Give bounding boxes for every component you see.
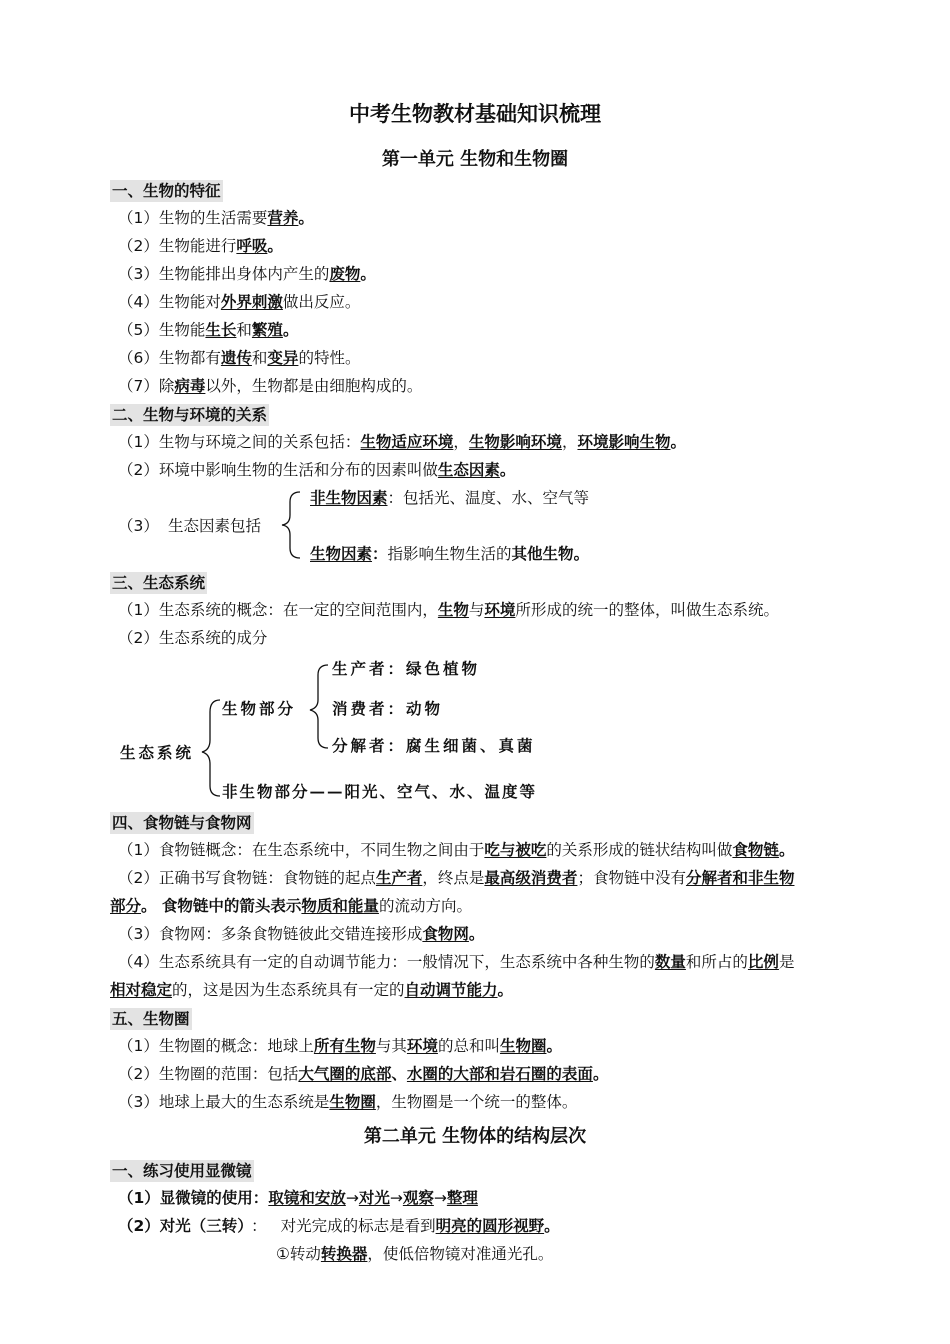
keyword: 取镜和安放 <box>268 1189 346 1207</box>
keyword: 呼吸 <box>236 237 268 255</box>
list-item: ①转动转换器，使低倍物镜对准通光孔。 <box>276 1245 554 1263</box>
keyword: 整理 <box>446 1189 478 1207</box>
keyword: 环境 <box>484 601 516 619</box>
keyword: 生态因素 <box>437 461 500 479</box>
keyword: 生物 <box>437 601 469 619</box>
unit1-title: 第一单元 生物和生物圈 <box>381 149 569 170</box>
section-heading: 四、食物链与食物网 <box>112 814 252 832</box>
diagram-decomposer: 分解者：腐生细菌、真菌 <box>332 736 536 755</box>
keyword: 物质和能量 <box>301 897 379 915</box>
keyword: 生物因素 <box>310 545 373 563</box>
keyword: 生物圈 <box>499 1037 547 1055</box>
list-item: （1）生物与环境之间的关系包括：生物适应环境，生物影响环境，环境影响生物。 <box>118 433 686 451</box>
section-heading: 三、生态系统 <box>112 574 206 592</box>
factor-branch: 生物因素：指影响生物生活的其他生物。 <box>310 545 590 563</box>
list-item-continued: 相对稳定的，这是因为生态系统具有一定的自动调节能力。 <box>110 981 514 999</box>
factor-branch: 非生物因素：包括光、温度、水、空气等 <box>310 489 590 507</box>
diagram-bio-part: 生物部分 <box>222 699 297 718</box>
list-item: （7）除病毒以外，生物都是由细胞构成的。 <box>118 377 423 395</box>
keyword: 生长 <box>205 321 237 339</box>
list-item: （1）生物圈的概念：地球上所有生物与其环境的总和叫生物圈。 <box>118 1037 562 1055</box>
keyword: 部分 <box>110 897 142 915</box>
keyword: 遗传 <box>220 349 252 367</box>
list-item: （2）生物能进行呼吸。 <box>118 237 283 255</box>
keyword: 自动调节能力 <box>404 981 498 999</box>
list-item: （2）生物圈的范围：包括大气圈的底部、水圈的大部和岩石圈的表面。 <box>118 1065 609 1083</box>
diagram-nonbio-part: 非生物部分——阳光、空气、水、温度等 <box>222 782 538 801</box>
keyword: 对光 <box>358 1189 390 1207</box>
keyword: 明亮的圆形视野 <box>435 1217 545 1235</box>
unit2-title: 第二单元 生物体的结构层次 <box>363 1126 587 1147</box>
list-item: （4）生物能对外界刺激做出反应。 <box>118 293 361 311</box>
keyword: 繁殖 <box>251 321 283 339</box>
keyword: 生物适应环境 <box>360 433 454 451</box>
keyword: 废物 <box>329 265 361 283</box>
keyword: 所有生物 <box>313 1037 376 1055</box>
keyword: 数量 <box>654 953 686 971</box>
list-item: （2）正确书写食物链：食物链的起点生产者，终点是最高级消费者；食物链中没有分解者和非生物 <box>118 869 795 887</box>
list-item-number: （3） <box>118 517 159 535</box>
list-item: （4）生态系统具有一定的自动调节能力：一般情况下，生态系统中各种生物的数量和所占的比例是 <box>118 953 795 971</box>
list-item: （2）环境中影响生物的生活和分布的因素叫做生态因素。 <box>118 461 516 479</box>
keyword: 最高级消费者 <box>484 869 578 887</box>
keyword: 食物链 <box>732 841 779 859</box>
factor-label: 生态因素包括 <box>168 517 262 535</box>
list-item: （1）生态系统的概念：在一定的空间范围内，生物与环境所形成的统一的整体，叫做生态系统。 <box>118 601 779 619</box>
keyword: 食物网 <box>422 925 469 943</box>
document-title: 中考生物教材基础知识梳理 <box>349 102 601 126</box>
keyword: 病毒 <box>174 377 206 395</box>
list-item: （3）生物能排出身体内产生的废物。 <box>118 265 376 283</box>
keyword: 营养 <box>267 209 299 227</box>
list-item-continued: 部分。 食物链中的箭头表示物质和能量的流动方向。 <box>110 897 472 915</box>
list-item: （1）食物链概念：在生态系统中，不同生物之间由于吃与被吃的关系形成的链状结构叫做食物链。 <box>118 841 795 859</box>
keyword: 生物影响环境 <box>468 433 562 451</box>
list-item: （1）显微镜的使用：取镜和安放→对光→观察→整理 <box>118 1189 478 1207</box>
list-item: （1）生物的生活需要营养。 <box>118 209 314 227</box>
list-item: （3）食物网：多条食物链彼此交错连接形成食物网。 <box>118 925 485 943</box>
keyword: 环境影响生物 <box>577 433 671 451</box>
list-item: （5）生物能生长和繁殖。 <box>118 321 299 339</box>
keyword: 观察 <box>402 1189 434 1207</box>
keyword: 分解者和非生物 <box>685 869 795 887</box>
section-heading: 一、生物的特征 <box>112 182 221 200</box>
keyword: 吃与被吃 <box>484 841 547 859</box>
keyword: 比例 <box>747 953 779 971</box>
diagram-consumer: 消费者：动物 <box>332 699 444 718</box>
keyword: 环境 <box>406 1037 438 1055</box>
keyword: 生产者 <box>375 869 423 887</box>
keyword: 水圈的大部和岩石圈的表面 <box>406 1065 593 1083</box>
keyword: 外界刺激 <box>220 293 283 311</box>
keyword: 非生物因素 <box>310 489 388 507</box>
keyword: 变异 <box>267 349 299 367</box>
list-item: （3）地球上最大的生态系统是生物圈，生物圈是一个统一的整体。 <box>118 1093 578 1111</box>
keyword: 生物圈 <box>329 1093 376 1111</box>
section-heading: 五、生物圈 <box>112 1010 190 1028</box>
list-item: （6）生物都有遗传和变异的特性。 <box>118 349 361 367</box>
list-item: （2）生态系统的成分 <box>118 629 268 647</box>
section-heading: 二、生物与环境的关系 <box>112 406 268 424</box>
section-heading: 一、练习使用显微镜 <box>112 1162 252 1180</box>
keyword: 大气圈的底部 <box>298 1065 392 1083</box>
diagram-producer: 生产者：绿色植物 <box>332 659 481 678</box>
keyword: 转换器 <box>320 1245 368 1263</box>
diagram-root: 生态系统 <box>120 743 195 762</box>
list-item: （2）对光（三转） ： 对光完成的标志是看到明亮的圆形视野。 <box>118 1217 560 1235</box>
keyword: 相对稳定 <box>110 981 173 999</box>
